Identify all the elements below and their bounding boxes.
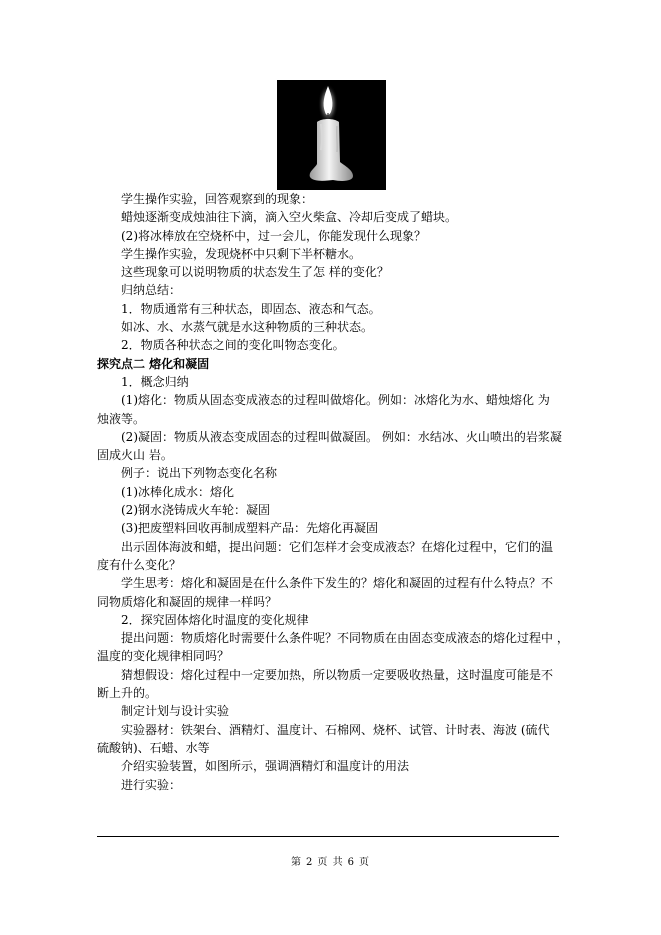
text-line: (2)钢水浇铸成火车轮：凝固 [121,503,270,518]
text-line: 硫酸钠)、石蜡、水等 [97,740,210,755]
text-line: 进行实验： [121,777,182,792]
text-line: (2)凝固：物质从液态变成固态的过程叫做凝固。 例如：水结冰、火山喷出的岩浆凝 [121,429,562,444]
wax-drip [337,126,338,152]
text-line: 烛液等。 [97,411,146,426]
footer-divider [97,836,559,837]
footer-prefix: 第 [291,857,303,868]
candle-image [277,80,386,190]
footer-suffix: 页 [358,857,370,868]
text-line: 度有什么变化？ [97,557,182,572]
text-line: 如冰、水、水蒸气就是水这种物质的三种状态。 [121,320,374,335]
candle-body [310,119,353,181]
text-line: 断上升的。 [97,686,158,701]
text-line: (2)将冰棒放在空烧杯中，过一会儿，你能发现什么现象？ [121,228,427,243]
document-body [97,190,567,794]
text-line: 这些现象可以说明物质的状态发生了怎 样的变化？ [121,265,389,280]
text-line: 1．概念归纳 [121,374,189,389]
text-line: 制定计划与设计实验 [121,704,230,719]
text-line: 归纳总结： [121,283,182,298]
text-line: 介绍实验装置，如图所示，强调酒精灯和温度计的用法 [121,759,410,774]
text-line: 蜡烛逐渐变成烛油往下滴，滴入空火柴盒、冷却后变成了蜡块。 [121,210,458,225]
text-line: (1)熔化：物质从固态变成液态的过程叫做熔化。例如：冰熔化为水、蜡烛熔化 为 [121,393,550,408]
text-line: 猜想假设：熔化过程中一定要加热，所以物质一定要吸收热量，这时温度可能是不 [121,667,554,682]
footer-page-number: 2 [306,857,314,868]
text-line: 固成火山 岩。 [97,448,173,463]
text-line: 温度的变化规律相同吗？ [97,649,230,664]
wax-drip [321,124,322,150]
text-line: 同物质熔化和凝固的规律一样吗？ [97,594,278,609]
text-line: 学生操作实验，回答观察到的现象： [121,192,314,206]
text-line: 出示固体海波和蜡，提出问题：它们怎样才会变成液态？在熔化过程中，它们的温 [121,539,554,554]
text-line: 学生思考：熔化和凝固是在什么条件下发生的？熔化和凝固的过程有什么特点？不 [121,576,554,591]
text-line: 2．探究固体熔化时温度的变化规律 [121,612,309,627]
footer-middle: 页 共 [317,857,344,868]
text-line: 1．物质通常有三种状态，即固态、液态和气态。 [121,301,381,316]
candle-illustration [277,80,386,190]
text-line: 学生操作实验，发现烧杯中只剩下半杯糖水。 [121,246,362,261]
text-line: 提出问题：物质熔化时需要什么条件呢？不同物质在由固态变成液态的熔化过程中 ， [121,631,569,646]
text-line: 2．物质各种状态之间的变化叫物态变化。 [121,338,345,353]
text-line: (3)把废塑料回收再制成塑料产品：先熔化再凝固 [121,521,378,536]
section-heading: 探究点二 熔化和凝固 [97,356,210,371]
text-line: 实验器材：铁架台、酒精灯、温度计、石棉网、烧杯、试管、计时表、海波 (硫代 [121,722,550,737]
footer-total-pages: 6 [347,857,355,868]
text-line: (1)冰棒化成水：熔化 [121,484,234,499]
page-footer [0,853,661,868]
text-line: 例子：说出下列物态变化名称 [121,466,278,481]
